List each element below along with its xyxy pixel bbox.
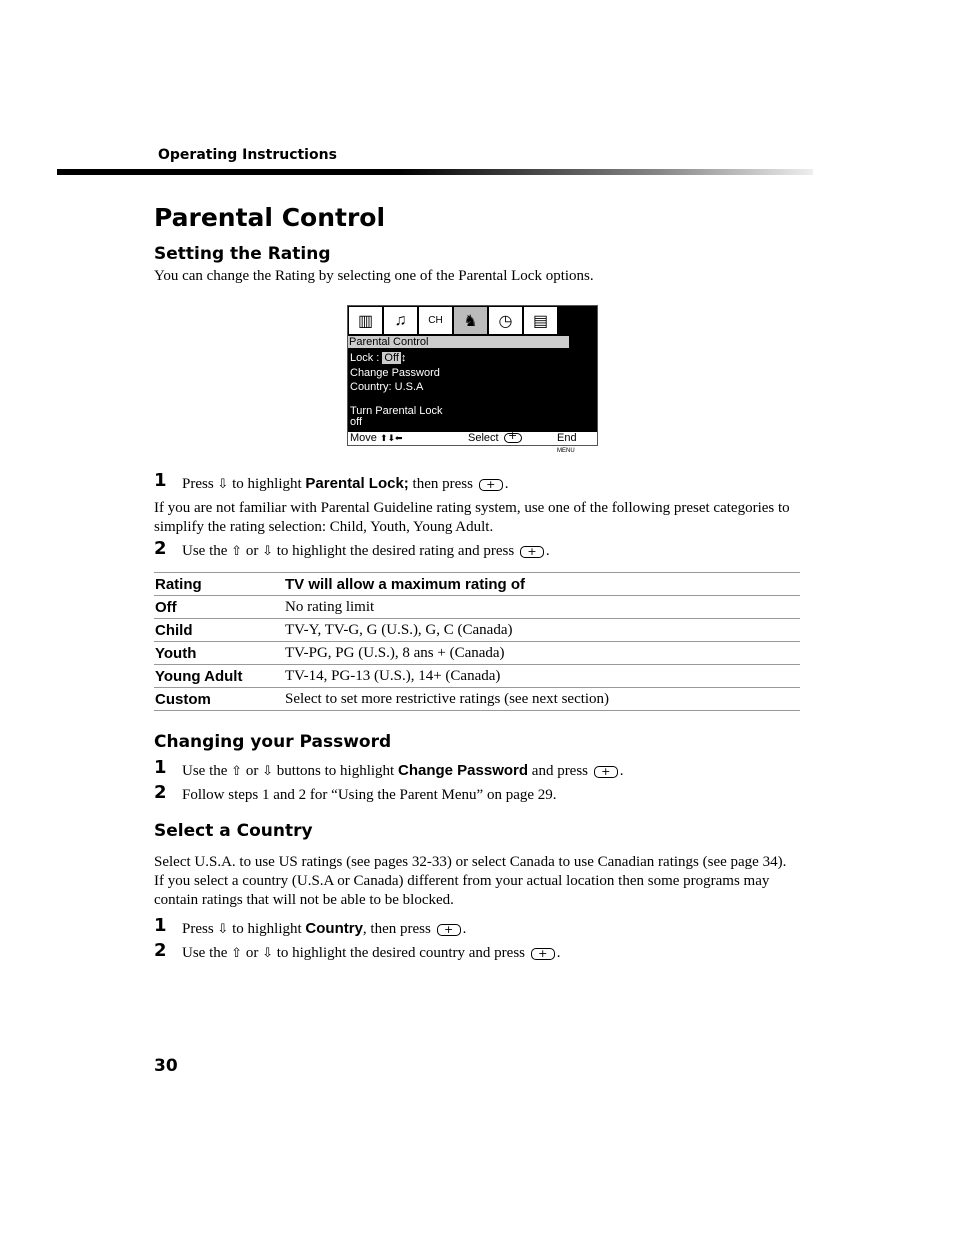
table-cell-description: TV-PG, PG (U.S.), 8 ans + (Canada) xyxy=(284,642,800,665)
menu-button-icon: MENU xyxy=(557,448,575,454)
table-row xyxy=(154,596,800,619)
step-number: 2 xyxy=(154,940,167,961)
table-cell-description: TV-14, PG-13 (U.S.), 14+ (Canada) xyxy=(284,665,800,688)
tv-footer-move: Move ⬆⬇⬅ xyxy=(350,432,403,444)
timer-icon: ◷ xyxy=(488,306,523,335)
tv-menu-icons xyxy=(348,306,558,336)
up-arrow-icon: ⇧ xyxy=(231,764,243,779)
table-header: TV will allow a maximum rating of xyxy=(284,573,800,596)
select-button-icon xyxy=(504,433,522,443)
table-cell-rating: Child xyxy=(154,619,284,642)
tv-hint-line1: Turn Parental Lock xyxy=(350,405,443,417)
down-arrow-icon: ⇩ xyxy=(217,922,229,937)
rating-table xyxy=(154,572,800,711)
table-row xyxy=(154,688,800,711)
table-row xyxy=(154,619,800,642)
table-cell-description: No rating limit xyxy=(284,596,800,619)
down-arrow-icon: ⇩ xyxy=(217,477,229,492)
move-arrows-icon: ⬆⬇⬅ xyxy=(379,434,403,444)
tv-menu-screen xyxy=(347,305,598,454)
table-cell-description: Select to set more restrictive ratings (see next section) xyxy=(284,688,800,711)
table-cell-description: TV-Y, TV-G, G (U.S.), G, C (Canada) xyxy=(284,619,800,642)
step-number: 1 xyxy=(154,915,167,936)
table-cell-rating: Off xyxy=(154,596,284,619)
country-heading: Select a Country xyxy=(154,821,313,841)
tv-footer-select: Select + xyxy=(468,432,524,445)
table-row xyxy=(154,665,800,688)
step-number: 1 xyxy=(154,470,167,491)
tv-lock-value: Off xyxy=(384,352,399,364)
country-paragraph: Select U.S.A. to use US ratings (see pages 32-33) or select Canada to use Canadian ratings (see page 34). If you select a country (U.S.A or Canada) different from your actual location then some programs may contain ratings that will not be able to be blocked. xyxy=(154,854,787,908)
step-number: 2 xyxy=(154,538,167,559)
page-title: Parental Control xyxy=(154,203,386,232)
step-number: 1 xyxy=(154,757,167,778)
table-cell-rating: Youth xyxy=(154,642,284,665)
running-head: Operating Instructions xyxy=(158,147,337,163)
video-icon: ▥ xyxy=(348,306,383,335)
setting-rating-step2: Use the ⇧ or ⇩ to highlight the desired rating and press + . xyxy=(182,542,550,561)
table-cell-rating: Custom xyxy=(154,688,284,711)
tv-menu-title: Parental Control xyxy=(348,336,569,348)
select-button-icon xyxy=(437,924,461,936)
password-heading: Changing your Password xyxy=(154,732,392,752)
tv-country: Country: U.S.A xyxy=(350,381,424,393)
setting-rating-intro: You can change the Rating by selecting one of the Parental Lock options. xyxy=(154,268,594,284)
select-button-icon xyxy=(531,948,555,960)
page-number: 30 xyxy=(154,1056,178,1076)
table-header: Rating xyxy=(154,573,284,596)
tv-lock-label: Lock : xyxy=(350,352,380,364)
country-step2: Use the ⇧ or ⇩ to highlight the desired country and press + . xyxy=(182,944,561,963)
select-button-icon xyxy=(594,766,618,778)
up-arrow-icon: ⇧ xyxy=(231,544,243,559)
tv-footer-end: End $^{MENU}$ xyxy=(557,432,577,454)
setup-icon: ▤ xyxy=(523,306,558,335)
select-button-icon xyxy=(479,479,503,491)
table-header-row xyxy=(154,573,800,596)
setting-rating-heading: Setting the Rating xyxy=(154,244,331,264)
down-arrow-icon: ⇩ xyxy=(262,544,273,559)
parent-icon: ♞ xyxy=(453,306,488,335)
tv-lock-row xyxy=(350,352,406,364)
down-arrow-icon: ⇩ xyxy=(262,946,273,961)
country-step1: Press ⇩ to highlight Country, then press + . xyxy=(182,919,466,939)
password-step2: Follow steps 1 and 2 for “Using the Parent Menu” on page 29. xyxy=(182,787,557,803)
setting-rating-step1: Press ⇩ to highlight Parental Lock; then press + . xyxy=(182,474,508,494)
table-row xyxy=(154,642,800,665)
tv-hint-line2: off xyxy=(350,416,363,428)
setting-rating-paragraph: If you are not familiar with Parental Guideline rating system, use one of the following preset categories to simplify the rating selection: Child, Youth, Young Adult. xyxy=(154,500,790,535)
down-arrow-icon: ⇩ xyxy=(262,764,273,779)
up-down-arrow-icon: ↕ xyxy=(400,352,407,364)
audio-icon: ♫ xyxy=(383,306,418,335)
tv-footer xyxy=(348,432,597,454)
step-number: 2 xyxy=(154,782,167,803)
up-arrow-icon: ⇧ xyxy=(231,946,243,961)
header-rule xyxy=(57,169,813,175)
select-button-icon xyxy=(520,546,544,558)
password-step1: Use the ⇧ or ⇩ buttons to highlight Change Password and press + . xyxy=(182,761,624,781)
channel-icon: CH xyxy=(418,306,453,335)
tv-change-password: Change Password xyxy=(350,367,440,379)
table-cell-rating: Young Adult xyxy=(154,665,284,688)
